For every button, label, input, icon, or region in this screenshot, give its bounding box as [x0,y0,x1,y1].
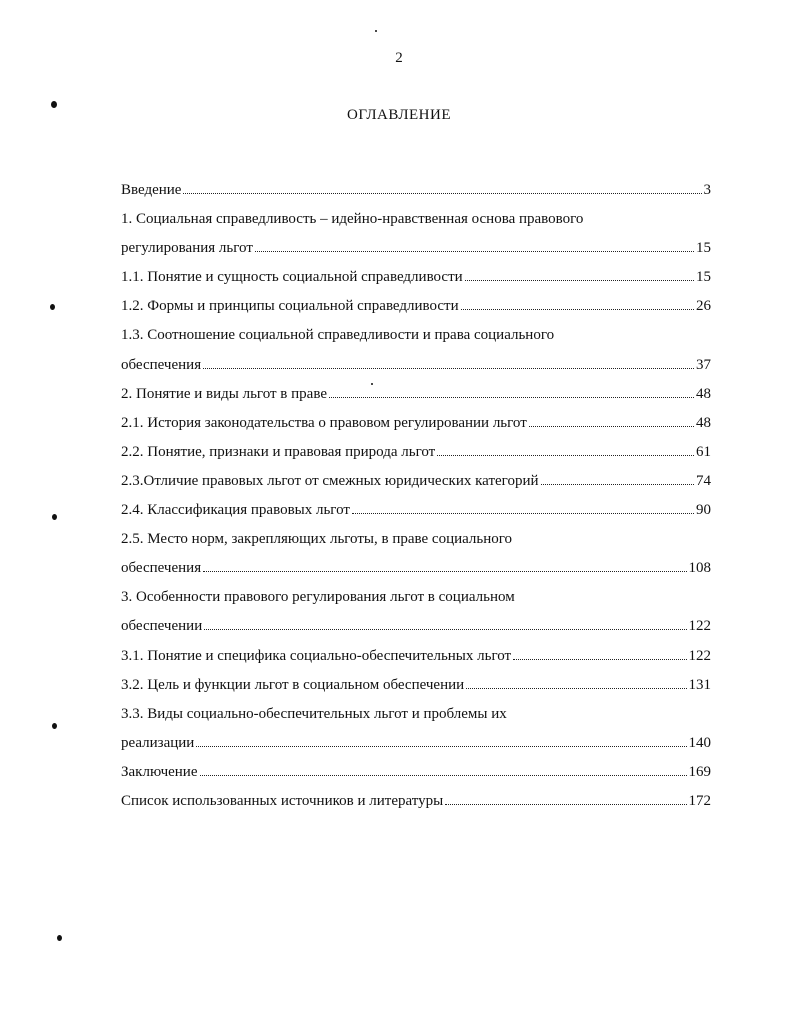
dot-leader [203,367,694,369]
toc-entry-page: 74 [696,472,711,489]
toc-entry-title: обеспечении [121,618,203,635]
scan-speck [52,723,57,729]
toc-entry-title: 1.1. Понятие и сущность социальной справедливости [121,269,463,286]
toc-entry-title-part: 2.5. Место норм, закрепляющих льготы, в праве социального [121,531,513,548]
toc-entry [121,790,711,819]
toc-entry-title: 1.2. Формы и принципы социальной справедливости [121,298,459,315]
toc-entry [121,674,711,703]
dot-leader [196,745,686,747]
dot-leader [513,658,686,660]
toc-entry-page: 37 [696,356,711,373]
toc-entry-title: 3.2. Цель и функции льгот в социальном обеспечении [121,676,465,693]
toc-entry-title: регулирования льгот [121,240,253,257]
dot-leader [529,425,694,427]
toc-entry-lead [121,703,711,732]
toc-entry-title-part: 3.3. Виды социально-обеспечительных льгот и проблемы их [121,705,507,722]
toc-entry-page: 122 [688,618,711,635]
toc-entry [121,383,711,412]
toc-entry [121,732,711,761]
dot-leader [461,308,694,310]
toc-entry-title: 2. Понятие и виды льгот в праве [121,385,327,402]
page-number: 2 [395,50,403,66]
toc-entry-title: Список использованных источников и литературы [121,792,444,809]
toc-entry-page: 26 [696,298,711,315]
toc-entry-page: 48 [696,385,711,402]
scan-speck [375,30,377,32]
dot-leader [255,250,694,252]
toc-entry-page: 122 [688,647,711,664]
dot-leader [203,570,686,572]
toc-entry-title-part: 1.3. Соотношение социальной справедливости и права социального [121,327,555,344]
toc-entry-page: 3 [703,182,711,198]
dot-leader [541,483,695,485]
dot-leader [200,774,687,776]
dot-leader [329,396,694,398]
toc-entry-title: Введение [121,182,182,198]
dot-leader [445,803,686,805]
toc-entry-page: 15 [696,269,711,286]
toc-entry-lead [121,324,711,353]
dot-leader [204,628,686,630]
toc-entry-title: обеспечения [121,356,202,373]
toc-entry-title: Заключение [121,763,198,780]
toc-entry [121,470,711,499]
toc-entry [121,499,711,528]
dot-leader [466,687,686,689]
toc-entry-page: 61 [696,443,711,460]
toc-entry-page: 108 [688,560,711,577]
dot-leader [352,512,694,514]
toc-entry-title: 2.3.Отличие правовых льгот от смежных юридических категорий [121,472,539,489]
toc-entry-title: обеспечения [121,560,202,577]
toc-entry [121,615,711,644]
dot-leader [183,192,701,194]
toc-entry-page: 90 [696,502,711,519]
toc-entry [121,295,711,324]
toc-entry-page: 48 [696,414,711,431]
toc-entry-page: 15 [696,240,711,257]
toc-entry [121,237,711,266]
toc-entry [121,412,711,441]
toc-entry-page: 169 [688,763,711,780]
toc-entry [121,645,711,674]
toc-entry-title: реализации [121,734,195,751]
toc-title: ОГЛАВЛЕНИЕ [347,107,451,123]
toc-entry-page: 131 [688,676,711,693]
table-of-contents [121,179,711,819]
toc-entry-page: 140 [688,734,711,751]
toc-entry-title: 3.1. Понятие и специфика социально-обеспечительных льгот [121,647,512,664]
scan-speck [371,383,373,385]
toc-entry-lead [121,586,711,615]
dot-leader [465,279,694,281]
toc-entry [121,441,711,470]
toc-entry-title-part: 3. Особенности правового регулирования льгот в социальном [121,589,515,606]
dot-leader [437,454,694,456]
toc-entry-title: 2.4. Классификация правовых льгот [121,502,350,519]
toc-entry-lead [121,208,711,237]
toc-entry [121,179,711,208]
toc-entry-page: 172 [688,792,711,809]
scan-speck [57,935,62,941]
toc-entry-title-part: 1. Социальная справедливость – идейно-нравственная основа правового [121,211,584,228]
toc-entry [121,266,711,295]
toc-entry [121,557,711,586]
scan-speck [50,304,55,310]
scan-speck [51,101,57,108]
toc-entry [121,761,711,790]
toc-entry-lead [121,528,711,557]
toc-entry-title: 2.1. История законодательства о правовом регулировании льгот [121,414,527,431]
scan-speck [52,514,57,520]
toc-entry-title: 2.2. Понятие, признаки и правовая природа льгот [121,443,436,460]
toc-entry [121,354,711,383]
